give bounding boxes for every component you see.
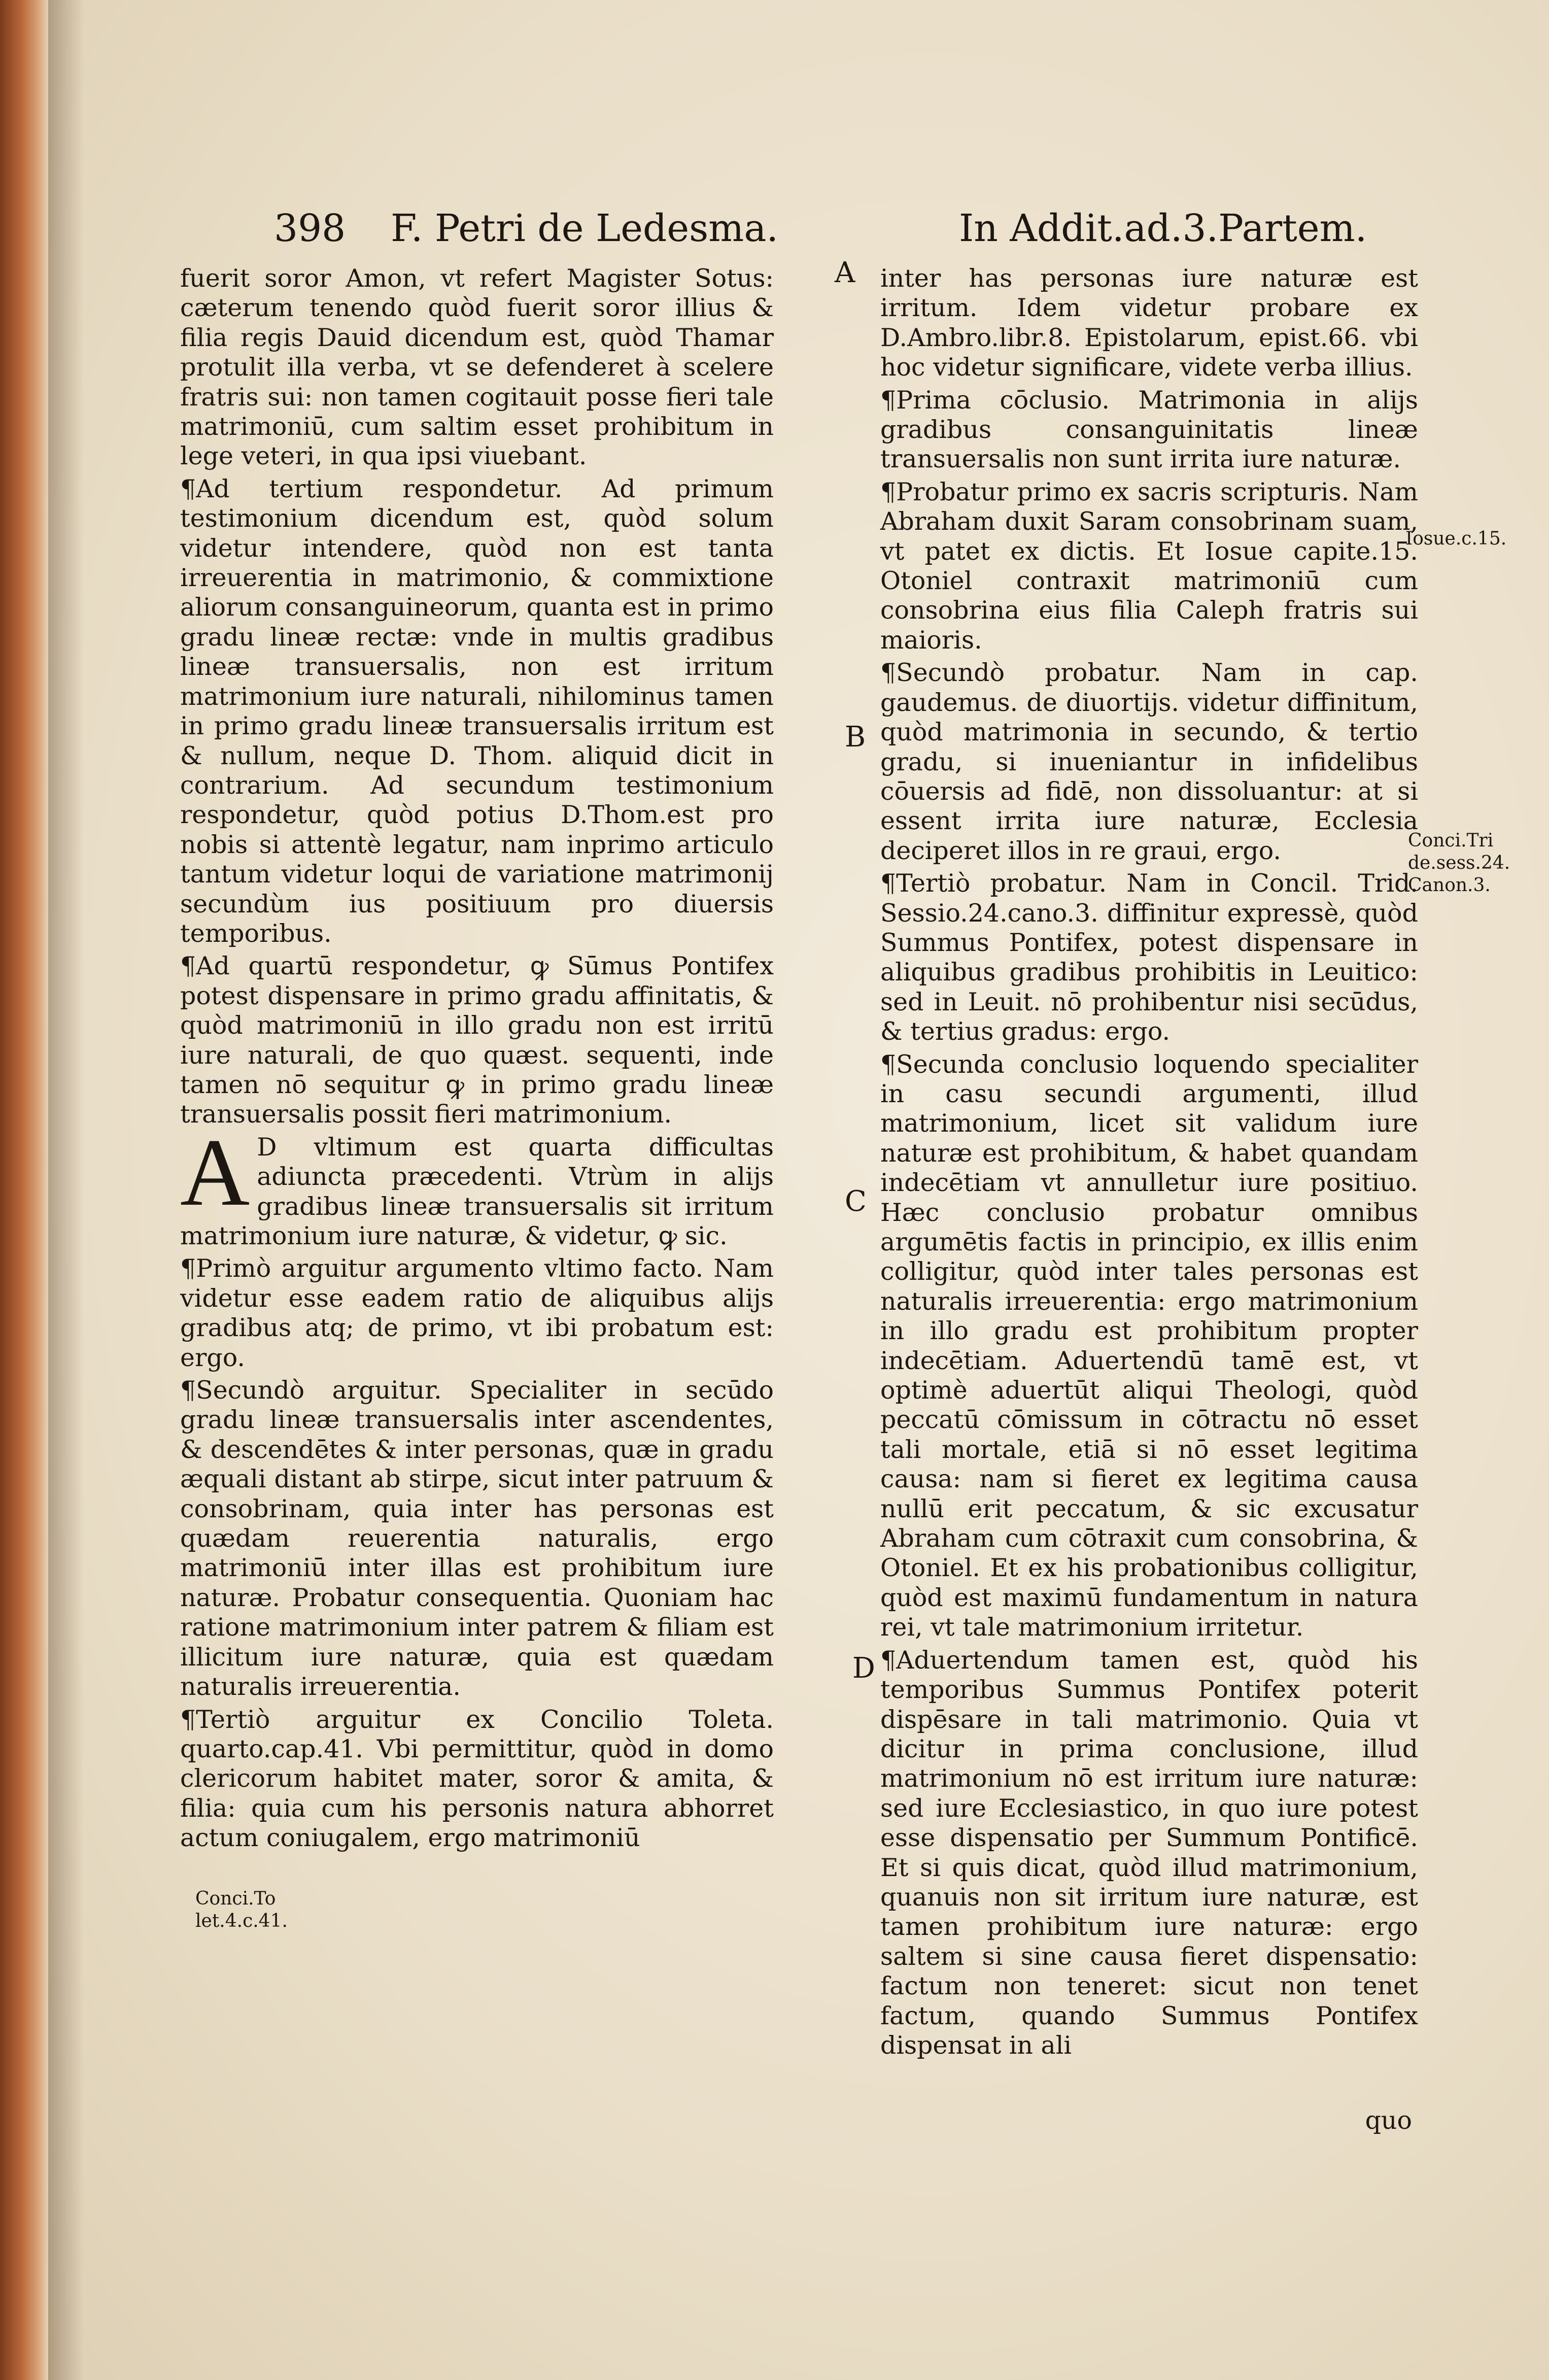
paragraph: ¶Secundò probatur. Nam in cap. gaudemus. de diuortijs. videtur diffinitum, quòd matrimonia in secundo, & tertio gradu, si inueniantur in infidelibus cōuersis ad fidē, non dissoluantur: at si essent irrita iure naturæ, Ecclesia deciperet illos in re graui, ergo.: [880, 658, 1418, 865]
paragraph: ¶Tertiò arguitur ex Concilio Toleta. quarto.cap.41. Vbi permittitur, quòd in domo clericorum habitet mater, soror & amita, & filia: quia cum his personis natura abhorret actum coniugalem, ergo matrimoniū: [180, 1705, 774, 1853]
section-letter-b: B: [845, 721, 866, 754]
page-edge-binding: [0, 0, 48, 2380]
margin-note-concil-trid: [1408, 830, 1510, 897]
margin-note-line: Conci.To: [195, 1888, 276, 1909]
margin-note-iosue: Iosue.c.15.: [1405, 528, 1507, 549]
margin-note-line: let.4.c.41.: [195, 1911, 288, 1931]
left-column: [180, 264, 774, 1856]
margin-note-line: Conci.Tri: [1408, 830, 1494, 851]
paragraph: ¶Primò arguitur argumento vltimo facto. Nam videtur esse eadem ratio de aliquibus alijs gradibus atq; de primo, vt ibi probatum est: ergo.: [180, 1254, 774, 1372]
paragraph: ¶Prima cōclusio. Matrimonia in alijs gradibus consanguinitatis lineæ transuersalis non sunt irrita iure naturæ.: [880, 385, 1418, 474]
paragraph: ¶Aduertendum tamen est, quòd his temporibus Summus Pontifex poterit dispēsare in tali matrimonio. Quia vt dicitur in prima conclusione, illud matrimonium nō est irritum iure naturæ: sed iure Ecclesiastico, in quo iure potest esse dispensatio per Summum Pontificē. Et si quis dicat, quòd illud matrimonium, quanuis non sit irritum iure naturæ, est tamen prohibitum iure naturæ: ergo saltem si sine causa fieret dispensatio: factum non teneret: sicut non tenet factum, quando Summus Pontifex dispensat in ali: [880, 1645, 1418, 2060]
section-letter-a: A: [835, 256, 855, 289]
running-title-left: F. Petri de Ledesma.: [391, 207, 778, 250]
paragraph: ¶Ad tertium respondetur. Ad primum testimonium dicendum est, quòd solum videtur intendere, quòd non est tanta irreuerentia in matrimonio, & commixtione aliorum consanguineorum, quanta est in primo gradu lineæ rectæ: vnde in multis gradibus lineæ transuersalis, non est irritum matrimonium iure naturali, nihilominus tamen in primo gradu lineæ transuersalis irritum est & nullum, neque D. Thom. aliquid dicit in contrarium. Ad secundum testimonium respondetur, quòd potius D.Thom.est pro nobis si attentè legatur, nam inprimo articulo tantum videtur loqui de variatione matrimonij secundùm ius positiuum pro diuersis temporibus.: [180, 474, 774, 948]
paragraph: ¶Ad quartū respondetur, ꝙ Sūmus Pontifex potest dispensare in primo gradu affinitatis, & quòd matrimoniū in illo gradu non est irritū iure naturali, de quo quæst. sequenti, inde tamen nō sequitur ꝙ in primo gradu lineæ transuersalis possit fieri matrimonium.: [180, 951, 774, 1129]
page-number: 398: [274, 207, 346, 250]
running-header: [274, 200, 1410, 256]
catchword: quo: [1365, 2106, 1412, 2135]
paragraph: ¶Secundò arguitur. Specialiter in secūdo gradu lineæ transuersalis inter ascendentes, & descendētes & inter personas, quæ in gradu æquali distant ab stirpe, sicut inter patruum & consobrinam, quia inter has personas est quædam reuerentia naturalis, ergo matrimoniū inter illas est prohibitum iure naturæ. Probatur consequentia. Quoniam hac ratione matrimonium inter patrem & filiam est illicitum iure naturæ, quia est quædam naturalis irreuerentia.: [180, 1376, 774, 1702]
paragraph: ¶Tertiò probatur. Nam in Concil. Trid. Sessio.24.cano.3. diffinitur expressè, quòd Summus Pontifex, potest dispensare in aliquibus gradibus prohibitis in Leuitico: sed in Leuit. nō prohibentur nisi secūdus, & tertius gradus: ergo.: [880, 869, 1418, 1046]
margin-note-line: Canon.3.: [1408, 875, 1491, 896]
dropcap-letter: A: [180, 1119, 250, 1226]
running-title-right: In Addit.ad.3.Partem.: [959, 207, 1367, 250]
right-column: [880, 264, 1418, 2063]
paragraph: inter has personas iure naturæ est irritum. Idem videtur probare ex D.Ambro.libr.8. Epistolarum, epist.66. vbi hoc videtur significare, videte verba illius.: [880, 264, 1418, 382]
paragraph: ¶Probatur primo ex sacris scripturis. Nam Abraham duxit Saram consobrinam suam, vt patet ex dictis. Et Iosue capite.15. Otoniel contraxit matrimoniū cum consobrina eius filia Caleph fratris sui maioris.: [880, 477, 1418, 655]
margin-note-line: de.sess.24.: [1408, 853, 1510, 873]
dropcap-text: D vltimum est quarta difficultas adiuncta præcedenti. Vtrùm in alijs gradibus lineæ transuersalis sit irritum matrimonium iure naturæ, & videtur, ꝙ sic.: [180, 1132, 774, 1250]
paragraph: fuerit soror Amon, vt refert Magister Sotus: cæterum tenendo quòd fuerit soror illius & filia regis Dauid dicendum est, quòd Thamar protulit illa verba, vt se defenderet à scelere fratris sui: non tamen cogitauit posse fieri tale matrimoniū, cum saltim esset prohibitum in lege veteri, in qua ipsi viuebant.: [180, 264, 774, 471]
margin-note-concil-tolet: [195, 1888, 288, 1932]
section-letter-d: D: [852, 1652, 875, 1685]
dropcap-paragraph: [180, 1119, 774, 1251]
section-letter-c: C: [845, 1185, 867, 1218]
paragraph: ¶Secunda conclusio loquendo specialiter in casu secundi argumenti, illud matrimonium, licet sit validum iure naturæ est prohibitum, & habet quandam indecētiam vt annulletur iure positiuo. Hæc conclusio probatur omnibus argumētis factis in principio, ex illis enim colligitur, quòd inter tales personas est naturalis irreuerentia: ergo matrimonium in illo gradu est prohibitum propter indecētiam. Aduertendū tamē est, vt optimè aduertūt aliqui Theologi, quòd peccatū cōmissum in cōtractu nō esset tali mortale, etiā si nō esset legitima causa: nam si fieret ex legitima causa nullū erit peccatum, & sic excusatur Abraham cum cōtraxit cum consobrina, & Otoniel. Et ex his probationibus colligitur, quòd est maximū fundamentum in natura rei, vt tale matrimonium irritetur.: [880, 1049, 1418, 1642]
gutter-shadow: [48, 0, 84, 2380]
